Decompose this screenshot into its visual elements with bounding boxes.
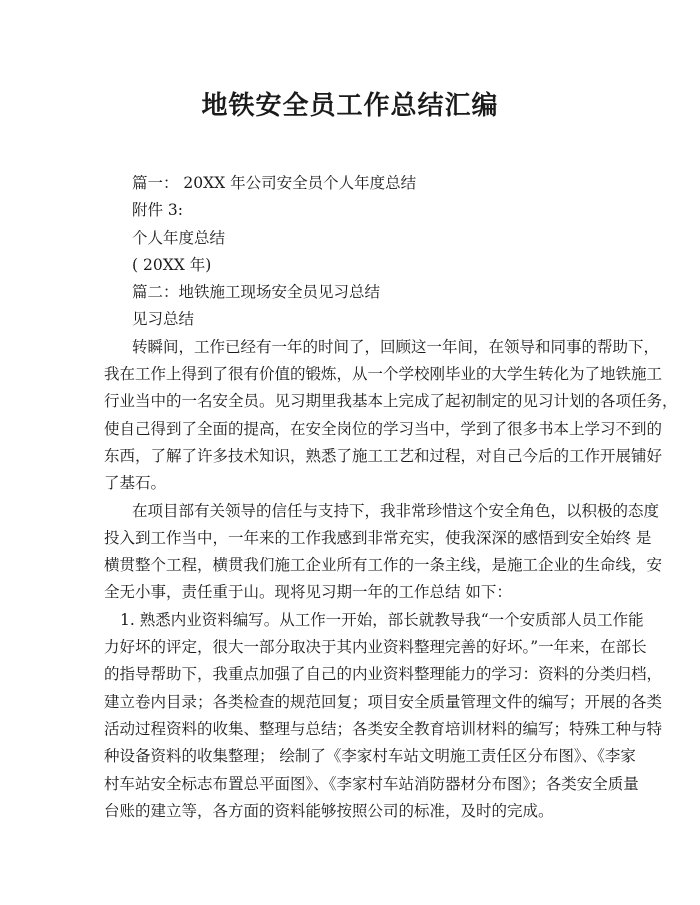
paragraph-line: 投入到工作当中，一年来的工作我感到非常充实，使我深深的感悟到安全始终 是	[104, 528, 652, 547]
heading-year: ( 20XX 年)	[132, 255, 212, 274]
paragraph-line: 全无小事，责任重于山。现将见习期一年的工作总结 如下：	[104, 583, 512, 602]
paragraph-line: 力好坏的评定，很大一部分取决于其内业资料整理完善的好坏。”一年来，在部长	[104, 638, 647, 657]
paragraph-line: 了基石。	[104, 474, 167, 493]
heading-internship-summary: 见习总结	[132, 310, 195, 329]
heading-part-two: 篇二：地铁施工现场安全员见习总结	[132, 283, 381, 302]
paragraph-line: 在项目部有关领导的信任与支持下，我非常珍惜这个安全角色，以积极的态度	[132, 501, 660, 520]
paragraph-1	[104, 334, 678, 498]
paragraph-3	[104, 607, 663, 825]
heading-annual-summary: 个人年度总结	[132, 228, 226, 247]
document-title: 地铁安全员工作总结汇编	[201, 91, 499, 121]
paragraph-line: 横贯整个工程，横贯我们施工企业所有工作的一条主线，是施工企业的生命线，安	[104, 556, 663, 575]
paragraph-line: 建立卷内目录；各类检查的规范回复；项目安全质量管理文件的编写；开展的各类	[104, 692, 663, 711]
paragraph-line: 使自己得到了全面的提高，在安全岗位的学习当中，学到了很多书本上学习不到的	[104, 419, 663, 438]
paragraph-line: 转瞬间，工作已经有一年的时间了，回顾这一年间，在领导和同事的帮助下，	[132, 337, 660, 356]
paragraph-line: 的指导帮助下，我重点加强了自己的内业资料整理能力的学习：资料的分类归档，	[104, 665, 663, 684]
paragraph-2	[104, 498, 663, 607]
document-body	[104, 170, 678, 825]
paragraph-line: 我在工作上得到了很有价值的锻炼，从一个学校刚毕业的大学生转化为了地铁施工	[104, 365, 663, 384]
paragraph-line: 行业当中的一名安全员。见习期里我基本上完成了起初制定的见习计划的各项任务，	[104, 392, 678, 411]
paragraph-line: 种设备资料的收集整理； 绘制了《李家村车站文明施工责任区分布图》、《李家	[104, 747, 636, 766]
paragraph-line: 村车站安全标志布置总平面图》、《李家村车站消防器材分布图》；各类安全质量	[104, 774, 639, 793]
heading-attachment: 附件 3:	[132, 201, 184, 220]
paragraph-line: 活动过程资料的收集、整理与总结；各类安全教育培训材料的编写；特殊工种与特	[104, 719, 663, 738]
heading-part-one: 篇一： 20XX 年公司安全员个人年度总结	[132, 174, 417, 192]
paragraph-line: 1. 熟悉内业资料编写。从工作一开始，部长就教导我“一个安质部人员工作能	[120, 610, 644, 629]
paragraph-line: 东西，了解了许多技术知识，熟悉了施工工艺和过程，对自己今后的工作开展铺好	[104, 446, 663, 465]
paragraph-line: 台账的建立等，各方面的资料能够按照公司的标准，及时的完成。	[104, 801, 554, 820]
